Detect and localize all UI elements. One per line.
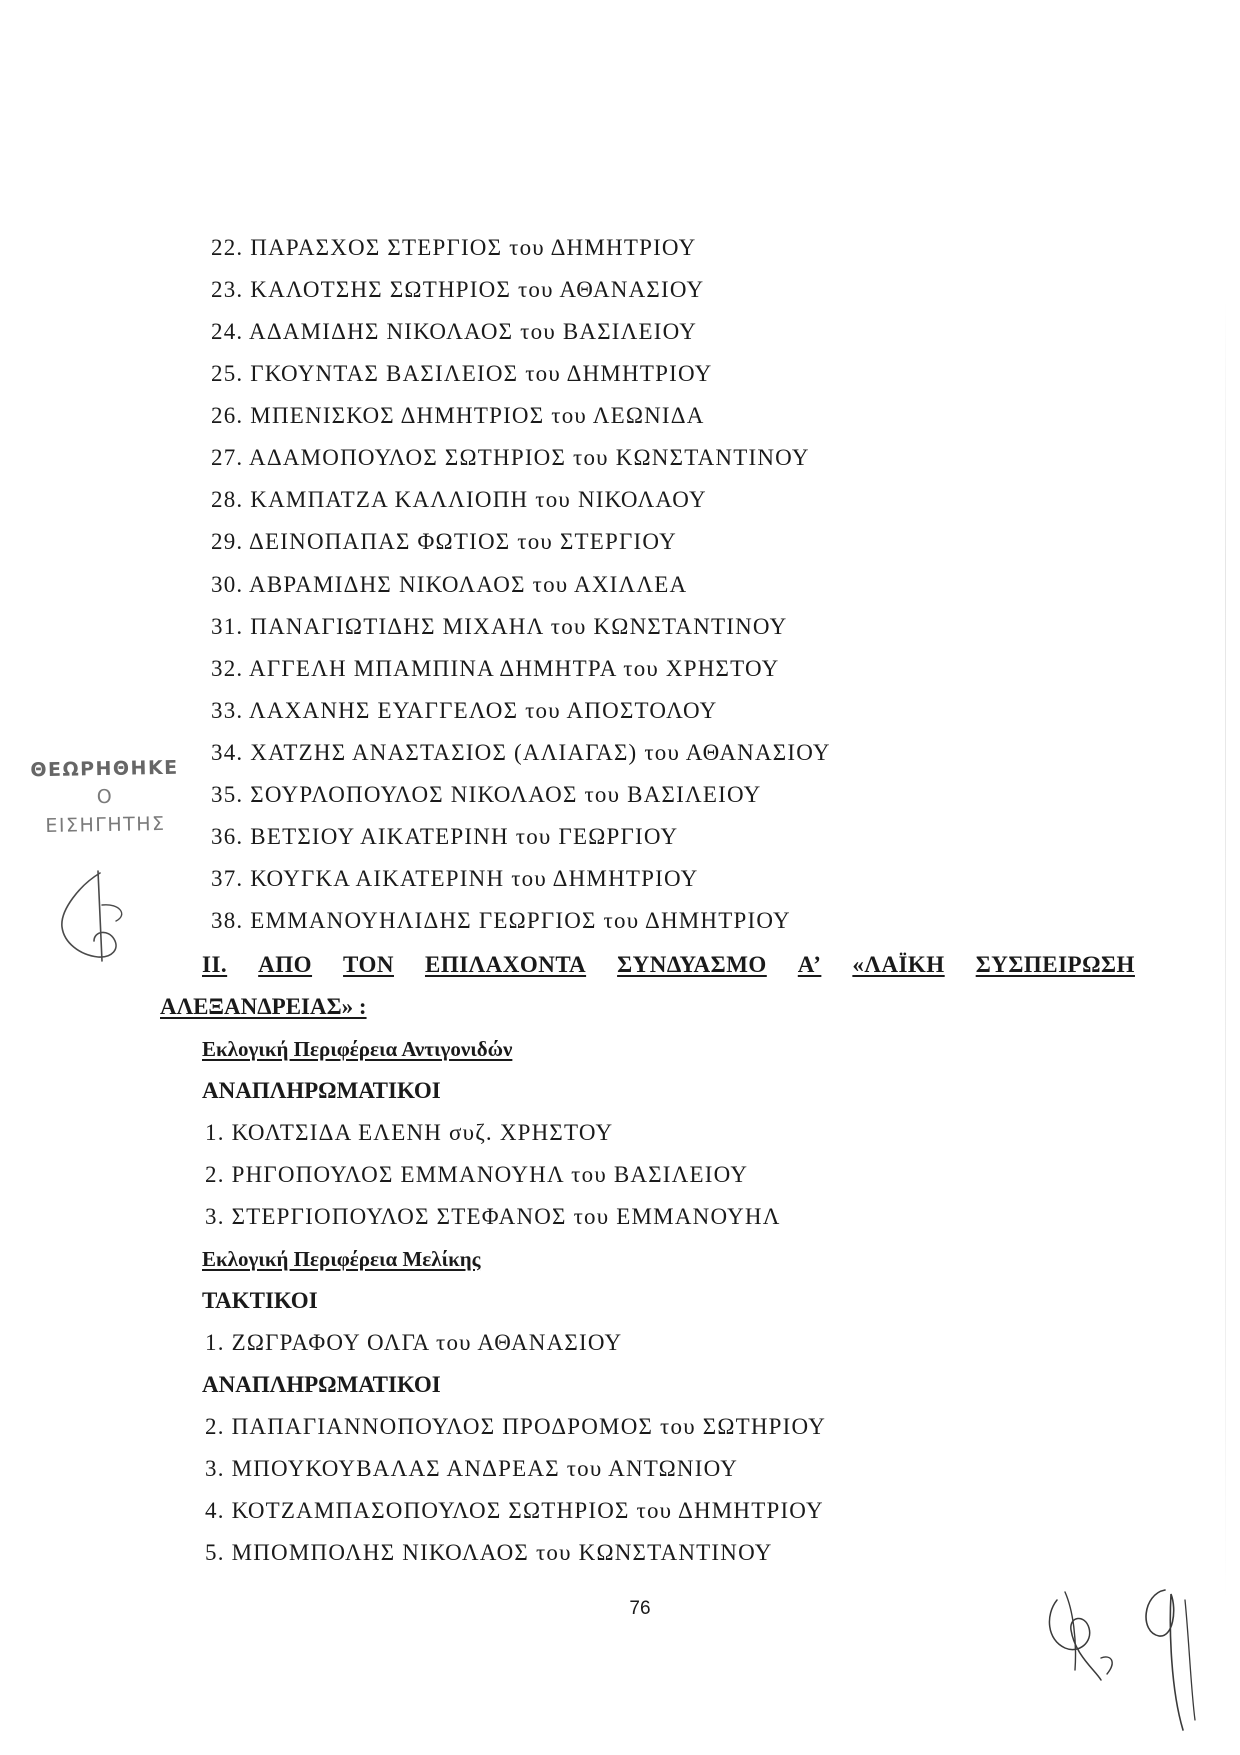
group-label: ΤΑΚΤΙΚΟΙ [202,1288,318,1313]
list-item: 35. ΣΟΥΡΛΟΠΟΥΛΟΣ ΝΙΚΟΛΑΟΣ του ΒΑΣΙΛΕΙΟΥ [211,782,762,807]
list-item: 28. ΚΑΜΠΑΤΖΑ ΚΑΛΛΙΟΠΗ του ΝΙΚΟΛΑΟΥ [211,487,707,512]
stamp-line: Ο [96,785,114,809]
scan-edge [1225,300,1226,1600]
list-item: 29. ΔΕΙΝΟΠΑΠΑΣ ΦΩΤΙΟΣ του ΣΤΕΡΓΙΟΥ [211,529,677,554]
list-item: 27. ΑΔΑΜΟΠΟΥΛΟΣ ΣΩΤΗΡΙΟΣ του ΚΩΝΣΤΑΝΤΙΝΟΥ [211,445,810,470]
section-heading-word: Α’ [797,952,822,977]
list-item: 26. ΜΠΕΝΙΣΚΟΣ ΔΗΜΗΤΡΙΟΣ του ΛΕΩΝΙΔΑ [211,403,705,428]
handwritten-initials-left [50,865,140,965]
page-number: 76 [629,1598,651,1619]
list-item: 37. ΚΟΥΓΚΑ ΑΙΚΑΤΕΡΙΝΗ του ΔΗΜΗΤΡΙΟΥ [211,866,699,891]
list-item: 34. ΧΑΤΖΗΣ ΑΝΑΣΤΑΣΙΟΣ (ΑΛΙΑΓΑΣ) του ΑΘΑΝΑΣΙΟΥ [211,740,831,765]
section-heading-word: ΣΥΣΠΕΙΡΩΣΗ [975,952,1135,977]
section-heading-word: ΑΠΟ [258,952,313,977]
review-stamp [9,753,200,840]
list-item: 5. ΜΠΟΜΠΟΛΗΣ ΝΙΚΟΛΑΟΣ του ΚΩΝΣΤΑΝΤΙΝΟΥ [205,1540,773,1565]
section-heading-word: ΙΙ. [202,952,228,977]
stamp-line: ΕΙΣΗΓΗΤΗΣ [45,812,166,838]
list-item: 23. ΚΑΛΟΤΣΗΣ ΣΩΤΗΡΙΟΣ του ΑΘΑΝΑΣΙΟΥ [211,277,705,302]
list-item: 22. ΠΑΡΑΣΧΟΣ ΣΤΕΡΓΙΟΣ του ΔΗΜΗΤΡΙΟΥ [211,235,697,260]
section-heading-word: ΤΟΝ [343,952,394,977]
list-item: 25. ΓΚΟΥΝΤΑΣ ΒΑΣΙΛΕΙΟΣ του ΔΗΜΗΤΡΙΟΥ [211,361,713,386]
section-heading-word: «ΛΑΪΚΗ [852,952,945,977]
list-item: 31. ΠΑΝΑΓΙΩΤΙΔΗΣ ΜΙΧΑΗΛ του ΚΩΝΣΤΑΝΤΙΝΟΥ [211,614,788,639]
list-item: 3. ΜΠΟΥΚΟΥΒΑΛΑΣ ΑΝΔΡΕΑΣ του ΑΝΤΩΝΙΟΥ [205,1456,739,1481]
list-item: 2. ΠΑΠΑΓΙΑΝΝΟΠΟΥΛΟΣ ΠΡΟΔΡΟΜΟΣ του ΣΩΤΗΡΙΟΥ [205,1414,826,1439]
list-item: 4. ΚΟΤΖΑΜΠΑΣΟΠΟΥΛΟΣ ΣΩΤΗΡΙΟΣ του ΔΗΜΗΤΡΙΟΥ [205,1498,824,1523]
section-heading [202,950,1135,980]
list-item: 33. ΛΑΧΑΝΗΣ ΕΥΑΓΓΕΛΟΣ του ΑΠΟΣΤΟΛΟΥ [211,698,718,723]
list-item: 32. ΑΓΓΕΛΗ ΜΠΑΜΠΙΝΑ ΔΗΜΗΤΡΑ του ΧΡΗΣΤΟΥ [211,656,780,681]
section-heading-continuation: ΑΛΕΞΑΝΔΡΕΙΑΣ» : [160,994,367,1019]
section-heading-word: ΣΥΝΔΥΑΣΜΟ [617,952,767,977]
district-title: Εκλογική Περιφέρεια Μελίκης [202,1247,481,1271]
list-item: 38. ΕΜΜΑΝΟΥΗΛΙΔΗΣ ΓΕΩΡΓΙΟΣ του ΔΗΜΗΤΡΙΟΥ [211,908,791,933]
list-item: 1. ΚΟΛΤΣΙΔΑ ΕΛΕΝΗ συζ. ΧΡΗΣΤΟΥ [205,1120,614,1145]
stamp-line: ΘΕΩΡΗΘΗΚΕ [30,756,179,782]
handwritten-initials-right [1035,1570,1215,1745]
group-label: ΑΝΑΠΛΗΡΩΜΑΤΙΚΟΙ [202,1078,441,1103]
list-item: 24. ΑΔΑΜΙΔΗΣ ΝΙΚΟΛΑΟΣ του ΒΑΣΙΛΕΙΟΥ [211,319,698,344]
district-title: Εκλογική Περιφέρεια Αντιγονιδών [202,1037,513,1061]
list-item: 36. ΒΕΤΣΙΟΥ ΑΙΚΑΤΕΡΙΝΗ του ΓΕΩΡΓΙΟΥ [211,824,679,849]
list-item: 2. ΡΗΓΟΠΟΥΛΟΣ ΕΜΜΑΝΟΥΗΛ του ΒΑΣΙΛΕΙΟΥ [205,1162,749,1187]
list-item: 1. ΖΩΓΡΑΦΟΥ ΟΛΓΑ του ΑΘΑΝΑΣΙΟΥ [205,1330,623,1355]
group-label: ΑΝΑΠΛΗΡΩΜΑΤΙΚΟΙ [202,1372,441,1397]
list-item: 30. ΑΒΡΑΜΙΔΗΣ ΝΙΚΟΛΑΟΣ του ΑΧΙΛΛΕΑ [211,572,688,597]
list-item: 3. ΣΤΕΡΓΙΟΠΟΥΛΟΣ ΣΤΕΦΑΝΟΣ του ΕΜΜΑΝΟΥΗΛ [205,1204,781,1229]
section-heading-word: ΕΠΙΛΑΧΟΝΤΑ [424,952,587,977]
